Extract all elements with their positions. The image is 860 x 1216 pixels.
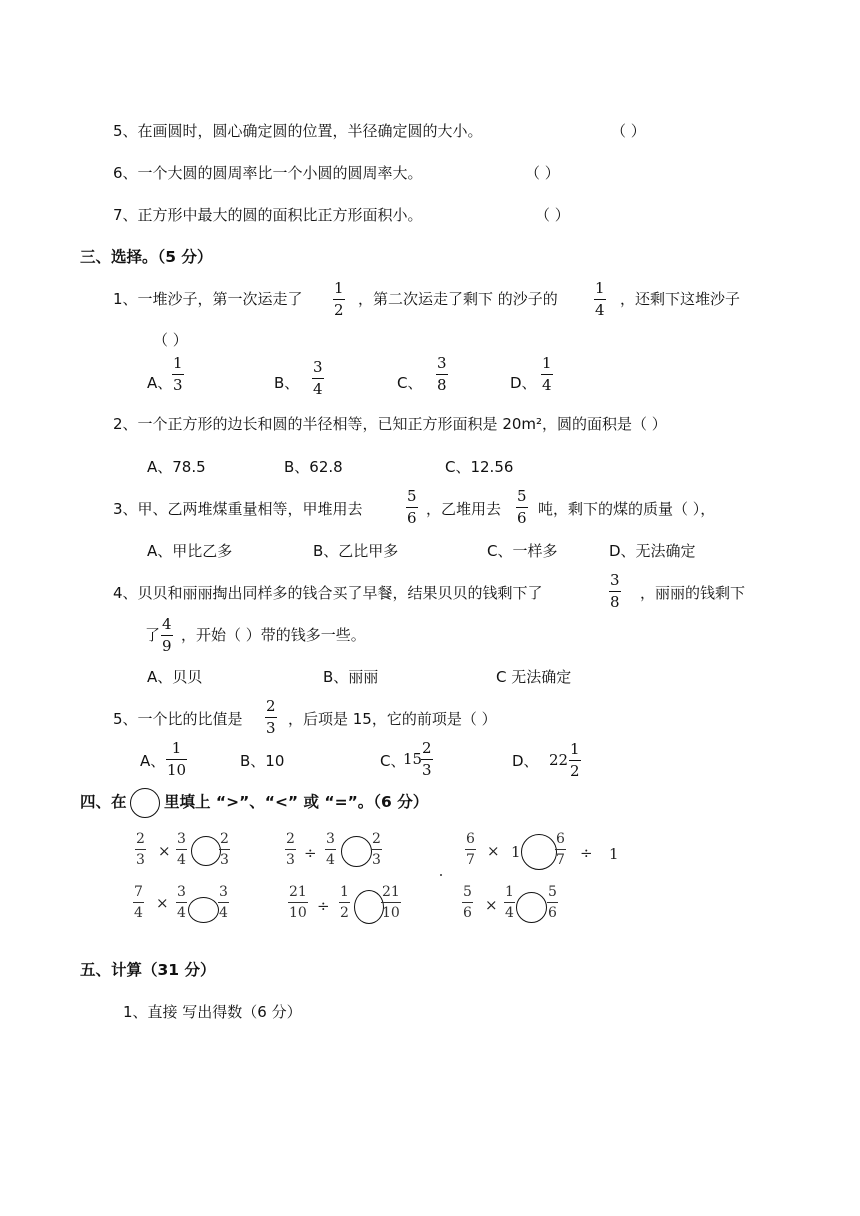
compare-6-fraction-c: $\frac{5}{6}$ <box>548 884 557 921</box>
q5-option-a-fraction[interactable]: $\frac{1}{10}$ <box>167 739 187 779</box>
compare-3-fraction-a: $\frac{6}{7}$ <box>466 831 475 868</box>
compare-6-fraction-a: $\frac{5}{6}$ <box>463 884 472 921</box>
q1-option-d-fraction[interactable]: $\frac{1}{4}$ <box>542 354 552 394</box>
q5-option-d-whole[interactable]: 22 <box>549 751 569 769</box>
tf-item-7 <box>113 208 423 223</box>
section-4-title-end: 里填上 “>”、“<” 或 “=”。（6 分） <box>164 793 429 811</box>
compare-3-times: × <box>487 842 500 860</box>
q5-option-c-whole[interactable]: 15 <box>403 750 423 768</box>
q5-option-c-label[interactable]: C、 <box>380 752 406 770</box>
q4-fraction-1: $\frac{3}{8}$ <box>610 571 620 611</box>
q4-part1: 4、贝贝和丽丽掏出同样多的钱合买了早餐，结果贝贝的钱剩下了 <box>113 584 543 602</box>
compare-2-divide: ÷ <box>304 844 317 862</box>
q5-option-d-fraction[interactable]: $\frac{1}{2}$ <box>570 740 580 780</box>
tf-item-6-answer-blank[interactable]: （ ） <box>525 164 560 182</box>
compare-3-one: 1 <box>511 843 521 861</box>
q1-part3: ，还剩下这堆沙子 <box>620 290 741 308</box>
compare-5-fraction-a: $\frac{21}{10}$ <box>289 884 307 921</box>
q4-option-b[interactable]: B、丽丽 <box>323 668 379 686</box>
compare-1-fraction-c: $\frac{2}{3}$ <box>220 831 229 868</box>
q2-option-b[interactable]: B、62.8 <box>284 458 343 476</box>
tf-item-6-text: 6、一个大圆的圆周率比一个小圆的圆周率大。 <box>113 164 423 182</box>
compare-5-fraction-b: $\frac{1}{2}$ <box>340 884 349 921</box>
q1-option-a-fraction[interactable]: $\frac{1}{3}$ <box>173 354 183 394</box>
q3-part2: ，乙堆用去 <box>426 500 502 518</box>
q1-fraction-2: $\frac{1}{4}$ <box>595 279 605 319</box>
q3-option-d[interactable]: D、无法确定 <box>609 542 696 560</box>
q3-part1: 3、甲、乙两堆煤重量相等，甲堆用去 <box>113 500 363 518</box>
compare-4-answer-circle[interactable] <box>188 897 219 923</box>
q3-fraction-1: $\frac{5}{6}$ <box>407 487 417 527</box>
q5-option-b[interactable]: B、10 <box>240 752 285 770</box>
q3-option-b[interactable]: B、乙比甲多 <box>313 542 399 560</box>
compare-4-fraction-c: $\frac{3}{4}$ <box>219 884 228 921</box>
q1-option-c-fraction[interactable]: $\frac{3}{8}$ <box>437 354 447 394</box>
compare-6-answer-circle[interactable] <box>516 892 547 923</box>
section-4-title-start: 四、在 <box>80 793 127 811</box>
section-3-title: 三、选择。（5 分） <box>80 248 213 266</box>
q1-option-b-fraction[interactable]: $\frac{3}{4}$ <box>313 358 323 398</box>
compare-4-fraction-b: $\frac{3}{4}$ <box>177 884 186 921</box>
compare-1-fraction-b: $\frac{3}{4}$ <box>177 831 186 868</box>
q4-part3: 了 <box>145 626 161 644</box>
q1-option-c-label[interactable]: C、 <box>397 374 423 392</box>
compare-5-divide: ÷ <box>317 897 330 915</box>
compare-3-fraction-b: $\frac{6}{7}$ <box>556 831 565 868</box>
q4-option-c[interactable]: C 无法确定 <box>496 668 572 686</box>
tf-item-5-answer-blank[interactable]: （ ） <box>611 122 646 140</box>
q1-option-d-label[interactable]: D、 <box>510 374 537 392</box>
q1-answer-blank[interactable]: （ ） <box>153 331 188 349</box>
q5-part2: ，后项是 15，它的前项是（ ） <box>288 710 497 728</box>
q3-part3: 吨，剩下的煤的质量（ ）， <box>538 500 716 518</box>
compare-5-fraction-c: $\frac{21}{10}$ <box>382 884 400 921</box>
q2-option-c[interactable]: C、12.56 <box>445 458 514 476</box>
compare-3-one-b: 1 <box>609 845 619 863</box>
q2-text: 2、一个正方形的边长和圆的半径相等，已知正方形面积是 20m²，圆的面积是（ ） <box>113 415 667 433</box>
tf-item-5 <box>113 124 483 139</box>
q5-fraction: $\frac{2}{3}$ <box>266 697 276 737</box>
q4-option-a[interactable]: A、贝贝 <box>147 668 203 686</box>
q5-part1: 5、一个比的比值是 <box>113 710 243 728</box>
compare-5-answer-circle[interactable] <box>354 890 384 924</box>
q3-option-c[interactable]: C、一样多 <box>487 542 558 560</box>
compare-3-answer-circle[interactable] <box>521 834 557 870</box>
q1-option-b-label[interactable]: B、 <box>274 374 300 392</box>
compare-2-fraction-a: $\frac{2}{3}$ <box>286 831 295 868</box>
q3-fraction-2: $\frac{5}{6}$ <box>517 487 527 527</box>
compare-2-fraction-b: $\frac{3}{4}$ <box>326 831 335 868</box>
q1-part2: ，第二次运走了剩下 的沙子的 <box>358 290 558 308</box>
q4-part2: ，丽丽的钱剩下 <box>640 584 746 602</box>
q4-fraction-2: $\frac{4}{9}$ <box>162 615 172 655</box>
tf-item-5-text: 5、在画圆时，圆心确定圆的位置，半径确定圆的大小。 <box>113 122 483 140</box>
tf-item-7-answer-blank[interactable]: （ ） <box>535 206 570 224</box>
compare-4-fraction-a: $\frac{7}{4}$ <box>134 884 143 921</box>
q3-option-a[interactable]: A、甲比乙多 <box>147 542 233 560</box>
q4-part4: ，开始（ ）带的钱多一些。 <box>181 626 366 644</box>
q5-option-a-label[interactable]: A、 <box>140 752 166 770</box>
tf-item-6 <box>113 166 423 181</box>
compare-4-times: × <box>156 894 169 912</box>
q1-part1: 1、一堆沙子，第一次运走了 <box>113 290 303 308</box>
compare-2-fraction-c: $\frac{2}{3}$ <box>372 831 381 868</box>
compare-1-fraction-a: $\frac{2}{3}$ <box>136 831 145 868</box>
q5-option-c-fraction[interactable]: $\frac{2}{3}$ <box>422 739 432 779</box>
stray-dot <box>440 874 442 876</box>
section-5-sub-1: 1、直接 写出得数（6 分） <box>123 1003 302 1021</box>
compare-2-answer-circle[interactable] <box>341 836 372 867</box>
q1-option-a-label[interactable]: A、 <box>147 374 173 392</box>
tf-item-7-text: 7、正方形中最大的圆的面积比正方形面积小。 <box>113 206 423 224</box>
q1-fraction-1: $\frac{1}{2}$ <box>334 279 344 319</box>
q2-option-a[interactable]: A、78.5 <box>147 458 206 476</box>
compare-6-times: × <box>485 896 498 914</box>
title-circle-icon <box>130 788 160 818</box>
compare-6-fraction-b: $\frac{1}{4}$ <box>505 884 514 921</box>
compare-3-divide: ÷ <box>580 844 593 862</box>
compare-1-times: × <box>158 842 171 860</box>
compare-1-answer-circle[interactable] <box>191 836 221 866</box>
q5-option-d-label[interactable]: D、 <box>512 752 539 770</box>
section-5-title: 五、计算（31 分） <box>80 961 216 979</box>
